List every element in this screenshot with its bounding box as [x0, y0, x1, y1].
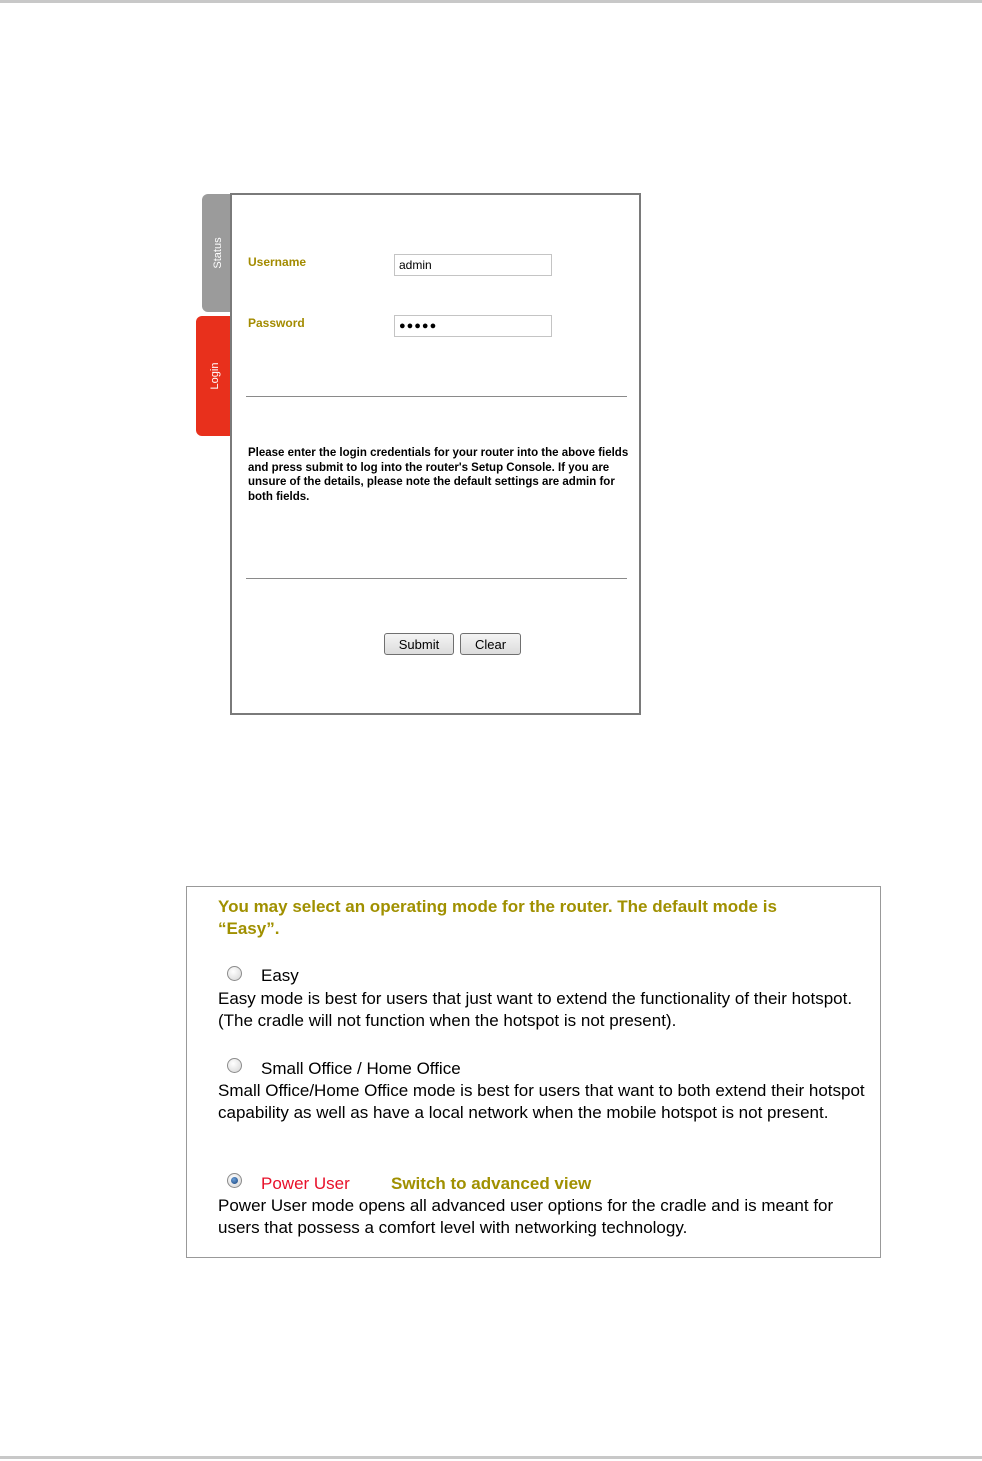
tab-status-label: Status [212, 237, 224, 269]
option-desc-power-user: Power User mode opens all advanced user options for the cradle and is meant for users that possess a comfort level with networking technology. [218, 1196, 834, 1237]
option-desc-small-office: Small Office/Home Office mode is best for users that want to both extend their hotspot capability as well as have a local network when the mobile hotspot is not present. [218, 1081, 865, 1122]
switch-advanced-view-link[interactable]: Switch to advanced view [391, 1174, 592, 1193]
radio-easy[interactable] [227, 966, 242, 981]
option-label-power-user[interactable]: Power User [261, 1174, 350, 1193]
username-label: Username [248, 255, 307, 269]
bottom-page-rule [0, 1456, 982, 1459]
clear-button[interactable]: Clear [460, 633, 521, 655]
tab-login-label: Login [209, 362, 221, 390]
login-help-text: Please enter the login credentials for your router into the above fields and press submit to log into the router's Setup Console. If you are unsure of the details, please note the default settings are admin for both fields. [248, 447, 629, 503]
top-page-rule [0, 0, 982, 3]
login-panel [230, 193, 641, 715]
divider-top [246, 396, 627, 397]
username-input[interactable] [394, 254, 552, 276]
submit-button[interactable]: Submit [384, 633, 454, 655]
divider-bottom [246, 578, 627, 579]
password-input[interactable]: ●●●●● [394, 315, 552, 337]
password-label: Password [248, 316, 305, 330]
option-desc-easy: Easy mode is best for users that just want to extend the functionality of their hotspot. (The cradle will not function when the hotspot is not present). [218, 989, 853, 1030]
option-label-easy[interactable]: Easy [261, 966, 299, 985]
option-label-small-office[interactable]: Small Office / Home Office [261, 1059, 461, 1078]
radio-small-office[interactable] [227, 1058, 242, 1073]
operating-mode-panel [186, 886, 881, 1258]
tab-login[interactable] [196, 316, 234, 436]
mode-heading: You may select an operating mode for the router. The default mode is “Easy”. [218, 897, 777, 938]
radio-power-user[interactable] [227, 1173, 242, 1188]
